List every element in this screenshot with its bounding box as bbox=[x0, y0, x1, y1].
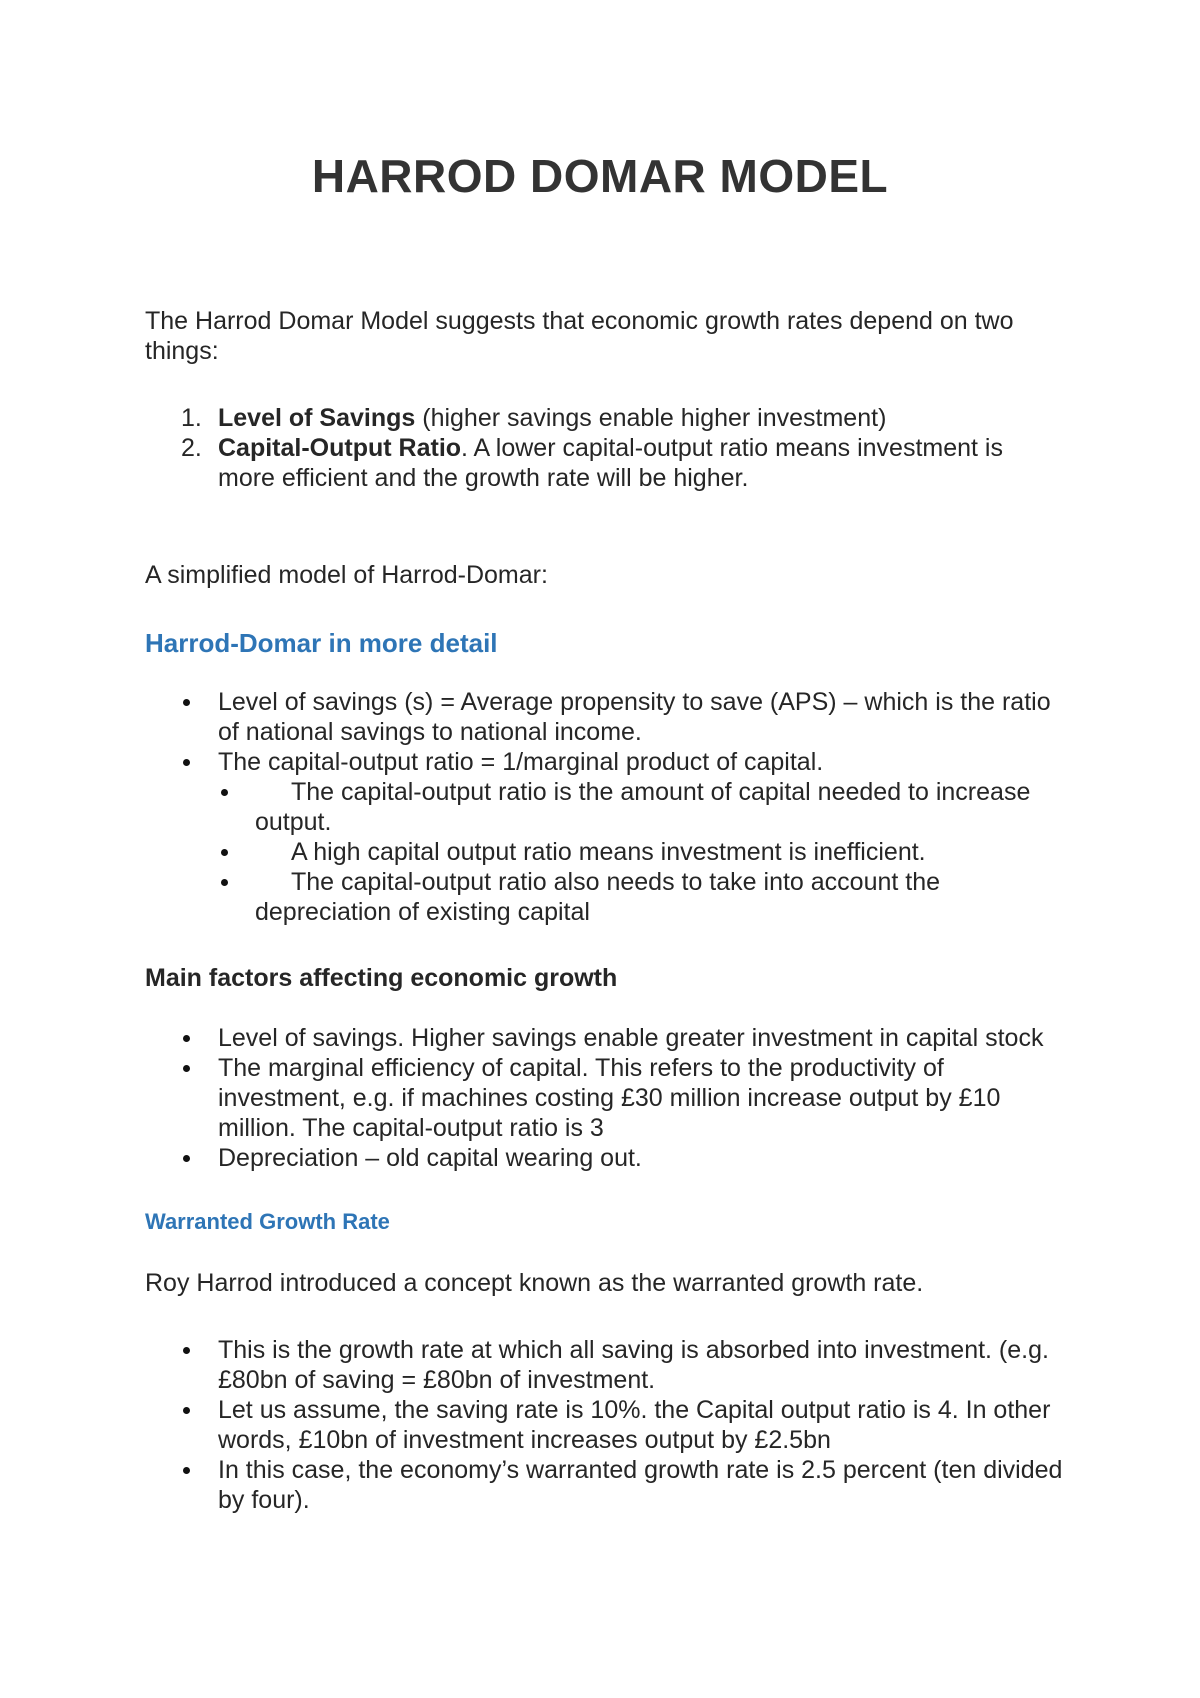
warranted-intro: Roy Harrod introduced a concept known as the warranted growth rate. bbox=[145, 1269, 924, 1297]
bullet-icon bbox=[221, 849, 228, 856]
factors-heading: Main factors affecting economic growth bbox=[145, 964, 618, 992]
list-item bbox=[145, 1053, 1065, 1143]
intro-paragraph: The Harrod Domar Model suggests that economic growth rates depend on two things: bbox=[145, 307, 1014, 365]
list-number: 2. bbox=[181, 434, 202, 462]
factors-list bbox=[145, 1023, 1065, 1173]
page-title: HARROD DOMAR MODEL bbox=[311, 150, 889, 202]
list-item bbox=[145, 687, 1065, 747]
bullet-icon bbox=[221, 879, 228, 886]
list-item-text: The capital-output ratio is the amount of capital needed to increase output. bbox=[255, 778, 1031, 836]
list-item bbox=[145, 403, 1065, 433]
list-item-text: The marginal efficiency of capital. This refers to the productivity of investment, e.g. if machines costing £30 million increase output by £10 million. The capital-output ratio is 3 bbox=[218, 1054, 1001, 1142]
list-item-text: This is the growth rate at which all saving is absorbed into investment. (e.g. £80bn of saving = £80bn of investment. bbox=[218, 1336, 1049, 1394]
list-number: 1. bbox=[181, 404, 202, 432]
list-item bbox=[145, 747, 1065, 777]
detail-list bbox=[145, 687, 1065, 927]
list-item bbox=[145, 1023, 1065, 1053]
list-item-text: The capital-output ratio also needs to take into account the depreciation of existing capital bbox=[255, 868, 941, 926]
bullet-icon bbox=[183, 1155, 190, 1162]
bullet-icon bbox=[183, 1065, 190, 1072]
numbered-list bbox=[145, 403, 1065, 493]
warranted-heading: Warranted Growth Rate bbox=[145, 1209, 390, 1234]
list-item-text: In this case, the economy’s warranted growth rate is 2.5 percent (ten divided by four). bbox=[218, 1456, 1063, 1514]
detail-heading: Harrod-Domar in more detail bbox=[145, 628, 498, 658]
list-item bbox=[145, 433, 1065, 493]
list-item-text: A high capital output ratio means investment is inefficient. bbox=[291, 838, 926, 866]
list-item bbox=[145, 1143, 1065, 1173]
list-item-text: Let us assume, the saving rate is 10%. the Capital output ratio is 4. In other words, £10bn of investment increases output by £2.5bn bbox=[218, 1396, 1051, 1454]
list-item bbox=[145, 1395, 1065, 1455]
simplified-paragraph: A simplified model of Harrod-Domar: bbox=[145, 561, 548, 589]
warranted-list bbox=[145, 1335, 1065, 1515]
list-item bbox=[145, 1335, 1065, 1395]
list-item-text: The capital-output ratio = 1/marginal product of capital. bbox=[218, 748, 824, 776]
list-item-text: . A lower capital-output ratio means investment is more efficient and the growth rate will be higher. bbox=[218, 434, 1003, 492]
bullet-icon bbox=[183, 1347, 190, 1354]
sub-list-item bbox=[145, 867, 1065, 927]
list-item-text: Level of savings. Higher savings enable greater investment in capital stock bbox=[218, 1024, 1044, 1052]
list-item-bold: Level of Savings bbox=[218, 404, 416, 432]
sub-list-item bbox=[145, 777, 1065, 837]
list-item-text: (higher savings enable higher investment) bbox=[415, 404, 887, 432]
list-item-text: Depreciation – old capital wearing out. bbox=[218, 1144, 642, 1172]
bullet-icon bbox=[183, 699, 190, 706]
bullet-icon bbox=[183, 1407, 190, 1414]
list-item bbox=[145, 1455, 1065, 1515]
bullet-icon bbox=[183, 1035, 190, 1042]
sub-list-item bbox=[145, 837, 1065, 867]
list-item-text: Level of savings (s) = Average propensity to save (APS) – which is the ratio of national savings to national income. bbox=[218, 688, 1051, 746]
bullet-icon bbox=[183, 1467, 190, 1474]
list-item-bold: Capital-Output Ratio bbox=[218, 434, 462, 462]
bullet-icon bbox=[221, 789, 228, 796]
bullet-icon bbox=[183, 759, 190, 766]
